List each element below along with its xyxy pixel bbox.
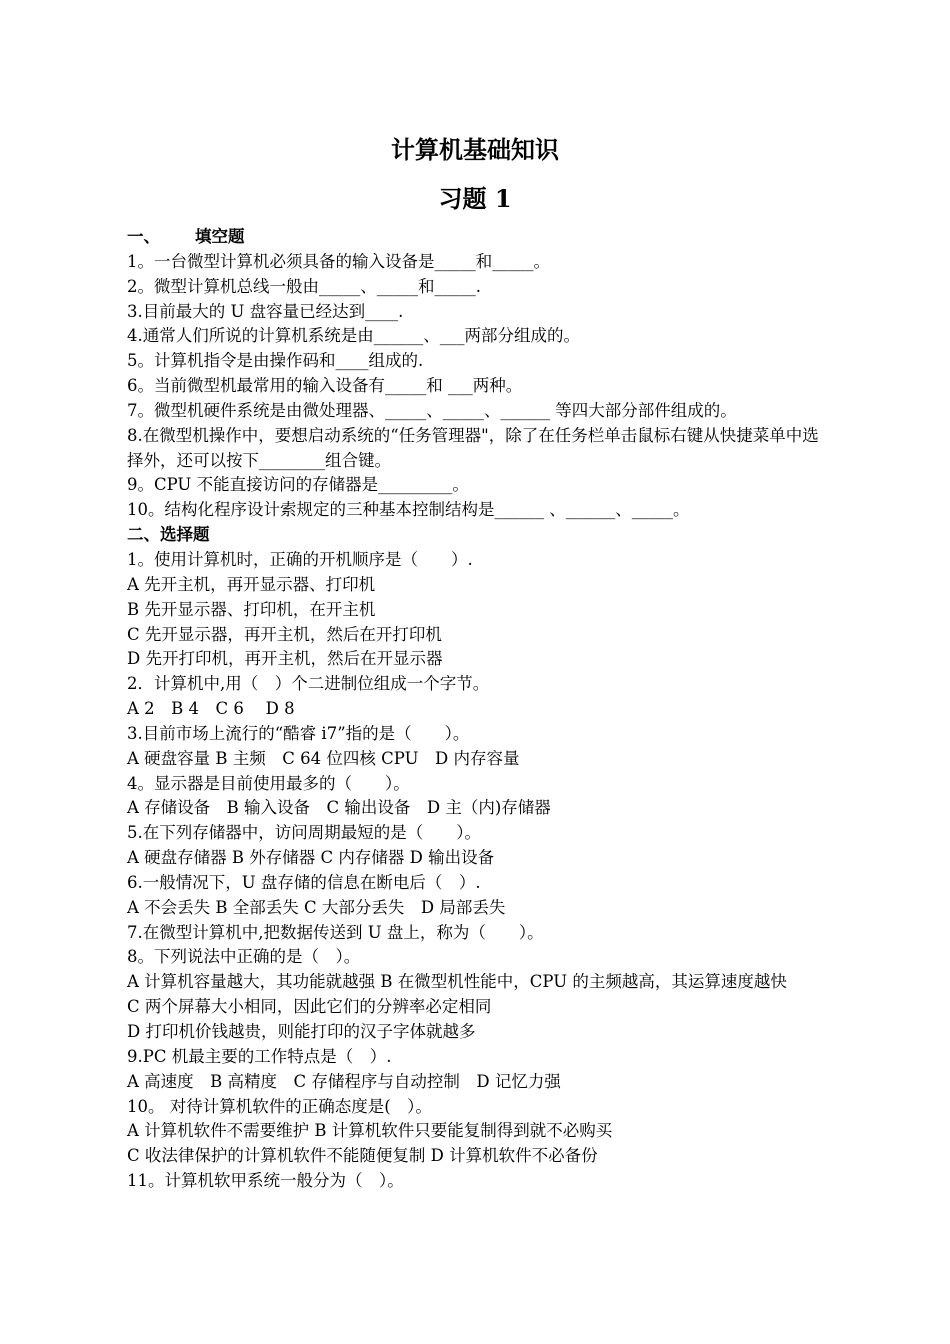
option-line: A 计算机容量越大，其功能就越强 B 在微型机性能中，CPU 的主频越高，其运算速度越快 [127, 972, 787, 992]
section-number: 一、 [127, 227, 160, 246]
question-line: 2．计算机中,用（ ）个二进制位组成一个字节。 [127, 674, 490, 694]
question-line: 1。使用计算机时，正确的开机顺序是（ ）. [127, 549, 473, 569]
option-line: C 收法律保护的计算机软件不能随便复制 D 计算机软件不必备份 [127, 1146, 598, 1166]
question-line: 5。计算机指令是由操作码和____组成的. [127, 351, 424, 371]
option-line: A 先开主机，再开显示器、打印机 [127, 574, 376, 594]
question-line: 7。微型机硬件系统是由微处理器、_____、_____、______ 等四大部分部件组成的。 [127, 400, 737, 420]
question-line: 4.通常人们所说的计算机系统是由______、___两部分组成的。 [127, 326, 580, 346]
question-line: 9。CPU 不能直接访问的存储器是_________。 [127, 475, 469, 495]
question-line: 10。 对待计算机软件的正确态度是( ）。 [127, 1096, 432, 1116]
question-line: 4。显示器是目前使用最多的（ ）。 [127, 773, 410, 793]
option-line: A 不会丢失 B 全部丢失 C 大部分丢失 D 局部丢失 [127, 897, 506, 917]
option-line: C 先开显示器，再开主机，然后在开打印机 [127, 624, 442, 644]
document-subtitle: 习题 1 [438, 184, 512, 213]
question-line: 8。下列说法中正确的是（ ）。 [127, 947, 361, 967]
option-line: A 硬盘存储器 B 外存储器 C 内存储器 D 输出设备 [127, 848, 495, 868]
option-line: A 存储设备 B 输入设备 C 输出设备 D 主（内)存储器 [127, 798, 551, 818]
document-body [127, 225, 827, 1194]
option-line: A 硬盘容量 B 主频 C 64 位四核 CPU D 内存容量 [127, 748, 520, 768]
question-line: 3.目前市场上流行的“酷睿 i7”指的是（ ）。 [127, 723, 470, 743]
question-line: 11。计算机软甲系统一般分为（ ）。 [127, 1171, 404, 1191]
question-line: 6。当前微型机最常用的输入设备有_____和 ___两种。 [127, 376, 523, 396]
option-line: D 打印机价钱越贵，则能打印的汉子字体就越多 [127, 1022, 476, 1041]
section-title: 填空题 [195, 227, 245, 246]
question-line: 9.PC 机最主要的工作特点是（ ）. [127, 1046, 392, 1066]
question-line: 2。微型计算机总线一般由_____、_____和_____. [127, 276, 481, 296]
question-line: 3.目前最大的 U 盘容量已经达到____. [127, 301, 404, 321]
question-line: 7.在微型计算机中,把数据传送到 U 盘上，称为（ ）。 [127, 922, 544, 942]
question-line: 5.在下列存储器中，访问周期最短的是（ ）。 [127, 823, 481, 843]
option-line: A 2 B 4 C 6 D 8 [127, 699, 295, 719]
option-line: C 两个屏幕大小相同，因此它们的分辨率必定相同 [127, 997, 492, 1017]
question-line: 10。结构化程序设计索规定的三种基本控制结构是______ 、______、_____。 [127, 500, 690, 520]
question-line: 1。一台微型计算机必须具备的输入设备是_____和_____。 [127, 251, 550, 271]
section-heading-multiple-choice: 二、选择题 [127, 525, 210, 545]
question-line: 8.在微型机操作中，要想启动系统的“任务管理器"，除了在任务栏单击鼠标右键从快捷菜单中选择外，还可以按下________组合键。 [127, 425, 819, 470]
option-line: A 高速度 B 高精度 C 存储程序与自动控制 D 记忆力强 [127, 1071, 561, 1091]
option-line: A 计算机软件不需要维护 B 计算机软件只要能复制得到就不必购买 [127, 1121, 613, 1141]
option-line: D 先开打印机，再开主机，然后在开显示器 [127, 649, 443, 669]
section-heading-fill-in [127, 225, 827, 250]
document-title: 计算机基础知识 [391, 135, 559, 164]
question-line: 6.一般情况下，U 盘存储的信息在断电后（ ）. [127, 872, 481, 892]
option-line: B 先开显示器、打印机，在开主机 [127, 599, 376, 619]
